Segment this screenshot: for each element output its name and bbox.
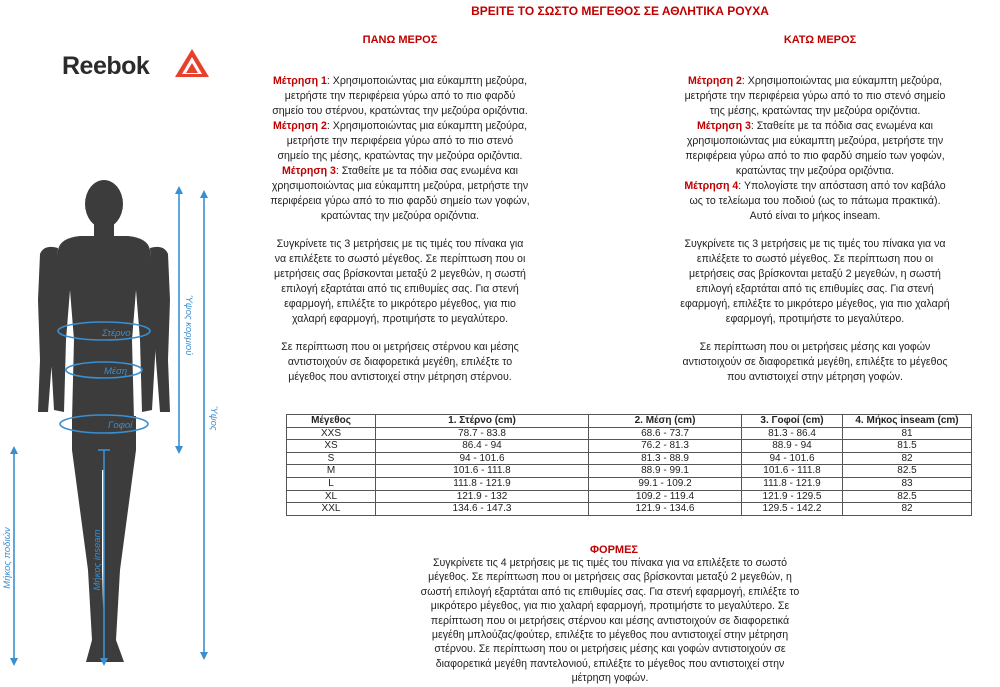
lower-case-text: Σε περίπτωση που οι μετρήσεις μέσης και γοφών (699, 341, 931, 353)
page-title: ΒΡΕΙΤΕ ΤΟ ΣΩΣΤΟ ΜΕΓΕΘΟΣ ΣΕ ΑΘΛΗΤΙΚΑ ΡΟΥΧΑ (471, 4, 769, 18)
lower-m2-text: : Χρησιμοποιώντας μια εύκαμπτη μεζούρα, (741, 75, 943, 87)
formes-text (380, 556, 840, 686)
table-cell: M (287, 465, 376, 478)
table-cell: 81 (843, 427, 972, 440)
table-cell: 109.2 - 119.4 (589, 490, 742, 503)
table-row (287, 503, 972, 516)
lower-heading: ΚΑΤΩ ΜΕΡΟΣ (783, 34, 857, 46)
table-row (287, 477, 972, 490)
lower-compare-text: εφαρμογή, επιλέξτε το μικρότερο μέγεθος, για πιο χαλαρή (680, 298, 950, 310)
body-figure (0, 150, 230, 687)
table-row (287, 427, 972, 440)
table-cell: 129.5 - 142.2 (742, 503, 843, 516)
col-header-chest: 1. Στέρνο (cm) (376, 415, 589, 428)
upper-m2-text: μετρήστε την περιφέρεια γύρω από το πιο στενό (286, 135, 514, 147)
upper-compare-text: εφαρμογή, επιλέξτε το μικρότερο μέγεθος, για πιο (284, 298, 516, 310)
upper-m2-text: σημείο της μέσης, κρατώντας την μεζούρα οριζόντια. (277, 150, 523, 162)
upper-m3-text: περιφέρεια γύρω από το πιο φαρδύ σημείο των γοφών, (270, 195, 530, 207)
table-cell: 121.9 - 132 (376, 490, 589, 503)
formes-line: διαφορετικά μεγέθη παντελονιού, επιλέξτε το μέγεθος που αντιστοιχεί στην (435, 657, 785, 670)
table-cell: XS (287, 440, 376, 453)
table-header-row (287, 415, 972, 428)
table-cell: 111.8 - 121.9 (376, 477, 589, 490)
upper-case-text: μέγεθος που αντιστοιχεί στην μέτρηση στέρνου. (288, 371, 512, 383)
height-label: Ύψος (208, 405, 219, 431)
table-row (287, 490, 972, 503)
upper-m2-label: Μέτρηση 2 (272, 120, 327, 132)
torso-height-label: Ύψος κορμιού (183, 294, 194, 356)
lower-m4-text: ως το τελείωμα του ποδιού (ως το πάτωμα πρακτικά). (689, 195, 941, 207)
lower-compare-text: επιλέξετε το σωστό μέγεθος. Σε περίπτωση που οι (696, 253, 934, 265)
lower-m3-text: περιφέρεια γύρω από το πιο φαρδύ σημείο των γοφών, (685, 150, 945, 162)
table-row (287, 465, 972, 478)
table-cell: 68.6 - 73.7 (589, 427, 742, 440)
upper-m1-text: : Χρησιμοποιώντας μια εύκαμπτη μεζούρα, (326, 75, 528, 87)
table-cell: 94 - 101.6 (376, 452, 589, 465)
size-table (286, 414, 972, 516)
table-cell: 99.1 - 109.2 (589, 477, 742, 490)
table-cell: 121.9 - 129.5 (742, 490, 843, 503)
formes-line: μικρότερο μέγεθος, για πιο χαλαρή εφαρμογή, προτιμήστε το μεγαλύτερο. Σε (430, 600, 790, 613)
upper-case-text: αντιστοιχούν σε διαφορετικά μεγέθη, επιλέξτε το (287, 356, 513, 368)
lower-case-text: που αντιστοιχεί στην μέτρηση γοφών. (727, 371, 903, 383)
col-header-inseam: 4. Μήκος inseam (cm) (843, 415, 972, 428)
upper-compare-text: μετρήσεις σας βρίσκονται μεταξύ 2 μεγεθών, η σωστή (274, 268, 526, 280)
lower-compare-text: εφαρμογή, προτιμήστε το μεγαλύτερο. (725, 313, 905, 325)
lower-m3-label: Μέτρηση 3 (696, 120, 751, 132)
table-cell: 78.7 - 83.8 (376, 427, 589, 440)
table-row (287, 452, 972, 465)
inseam-label: Μήκος inseam (92, 529, 103, 591)
table-cell: 81.3 - 86.4 (742, 427, 843, 440)
table-cell: 83 (843, 477, 972, 490)
formes-line: μέγεθος. Σε περίπτωση που οι μετρήσεις σας βρίσκονται μεταξύ 2 μεγεθών, η (428, 571, 792, 584)
table-cell: XL (287, 490, 376, 503)
waist-label: Μέση (104, 366, 128, 377)
upper-m3-text: : Σταθείτε με τα πόδια σας ενωμένα και (335, 165, 519, 177)
col-header-size: Μέγεθος (287, 415, 376, 428)
chest-label: Στέρνο (102, 328, 131, 339)
upper-m3-label: Μέτρηση 3 (281, 165, 336, 177)
table-cell: 101.6 - 111.8 (742, 465, 843, 478)
lower-m3-text: : Σταθείτε με τα πόδια σας ενωμένα και (750, 120, 934, 132)
table-cell: S (287, 452, 376, 465)
table-cell: 101.6 - 111.8 (376, 465, 589, 478)
table-cell: 76.2 - 81.3 (589, 440, 742, 453)
upper-compare-text: να επιλέξετε το σωστό μέγεθος. Σε περίπτωση που οι (274, 253, 526, 265)
upper-compare-text: επιλογή εξαρτάται από τις επιθυμίες σας. Για στενή (281, 283, 519, 295)
lower-m4-label: Μέτρηση 4 (684, 180, 739, 192)
lower-compare-text: μετρήσεις σας βρίσκονται μεταξύ 2 μεγεθών, η σωστή (689, 268, 941, 280)
formes-line: περίπτωση που οι μετρήσεις στέρνου και μέσης αντιστοιχούν σε διαφορετικά (430, 614, 790, 627)
col-header-hips: 3. Γοφοί (cm) (742, 415, 843, 428)
leg-length-label: Μήκος ποδιών (2, 527, 13, 589)
table-cell: XXL (287, 503, 376, 516)
upper-instructions (230, 74, 570, 385)
table-cell: XXS (287, 427, 376, 440)
upper-heading: ΠΑΝΩ ΜΕΡΟΣ (362, 34, 438, 46)
formes-line: σωστή επιλογή εξαρτάται από τις επιθυμίες σας. Για στενή εφαρμογή, επιλέξτε το (420, 585, 800, 598)
upper-m2-text: : Χρησιμοποιώντας μια εύκαμπτη μεζούρα, (326, 120, 528, 132)
lower-compare-text: Συγκρίνετε τις 3 μετρήσεις με τις τιμές του πίνακα για να (684, 238, 946, 250)
formes-line: μέτρηση γοφών. (571, 672, 649, 685)
formes-line: Συγκρίνετε τις 4 μετρήσεις με τις τιμές του πίνακα για να επιλέξετε το σωστό (432, 557, 788, 569)
lower-m3-text: κρατώντας την μεζούρα οριζόντια. (735, 165, 895, 177)
hips-label: Γοφοί (108, 420, 133, 431)
table-cell: 82.5 (843, 465, 972, 478)
table-cell: 111.8 - 121.9 (742, 477, 843, 490)
upper-m3-text: χρησιμοποιώντας μια εύκαμπτη μεζούρα, μετρήστε την (271, 180, 529, 192)
lower-m4-text: Αυτό είναι το μήκος inseam. (749, 210, 881, 222)
table-cell: 134.6 - 147.3 (376, 503, 589, 516)
lower-m2-text: μετρήστε την περιφέρεια γύρω από το πιο στενό σημείο (684, 90, 946, 102)
upper-compare-text: Συγκρίνετε τις 3 μετρήσεις με τις τιμές του πίνακα για (276, 238, 524, 250)
upper-case-text: Σε περίπτωση που οι μετρήσεις στέρνου και μέσης (281, 341, 519, 353)
delta-icon (174, 48, 210, 78)
brand-name: Reebok (62, 52, 150, 80)
lower-m2-label: Μέτρηση 2 (687, 75, 742, 87)
lower-case-text: αντιστοιχούν σε διαφορετικά μεγέθη, επιλέξτε το μέγεθος (682, 356, 948, 368)
table-cell: 94 - 101.6 (742, 452, 843, 465)
lower-compare-text: επιλογή εξαρτάται από τις επιθυμίες σας. Για στενή (696, 283, 934, 295)
upper-m1-label: Μέτρηση 1 (272, 75, 327, 87)
formes-heading: ΦΟΡΜΕΣ (589, 544, 639, 556)
upper-m3-text: κρατώντας την μεζούρα οριζόντια. (320, 210, 480, 222)
table-cell: 86.4 - 94 (376, 440, 589, 453)
lower-instructions (630, 74, 1000, 385)
table-cell: 88.9 - 94 (742, 440, 843, 453)
formes-line: στέρνου. Σε περίπτωση που οι μετρήσεις μέσης και γοφών αντιστοιχούν σε (434, 643, 786, 656)
reebok-logo (62, 46, 212, 86)
table-row (287, 440, 972, 453)
table-cell: 82.5 (843, 490, 972, 503)
col-header-waist: 2. Μέση (cm) (589, 415, 742, 428)
table-cell: 82 (843, 503, 972, 516)
upper-m1-text: μετρήστε την περιφέρεια γύρω από το πιο φαρδύ (284, 90, 516, 102)
lower-m2-text: της μέσης, κρατώντας την μεζούρα οριζόντια. (709, 105, 921, 117)
table-cell: 88.9 - 99.1 (589, 465, 742, 478)
table-cell: 121.9 - 134.6 (589, 503, 742, 516)
table-cell: 81.3 - 88.9 (589, 452, 742, 465)
lower-m4-text: : Υπολογίστε την απόσταση από τον καβάλο (738, 180, 946, 192)
formes-line: μεγέθη μπλούζας/φούτερ, επιλέξτε το μέγεθος που αντιστοιχεί στην μέτρηση (431, 629, 789, 642)
table-cell: L (287, 477, 376, 490)
lower-m3-text: χρησιμοποιώντας μια εύκαμπτη μεζούρα, μετρήστε την (686, 135, 944, 147)
table-cell: 82 (843, 452, 972, 465)
upper-compare-text: χαλαρή εφαρμογή, προτιμήστε το μεγαλύτερο. (291, 313, 509, 325)
upper-m1-text: σημείο του στέρνου, κρατώντας την μεζούρα οριζόντια. (272, 105, 528, 117)
table-cell: 81.5 (843, 440, 972, 453)
